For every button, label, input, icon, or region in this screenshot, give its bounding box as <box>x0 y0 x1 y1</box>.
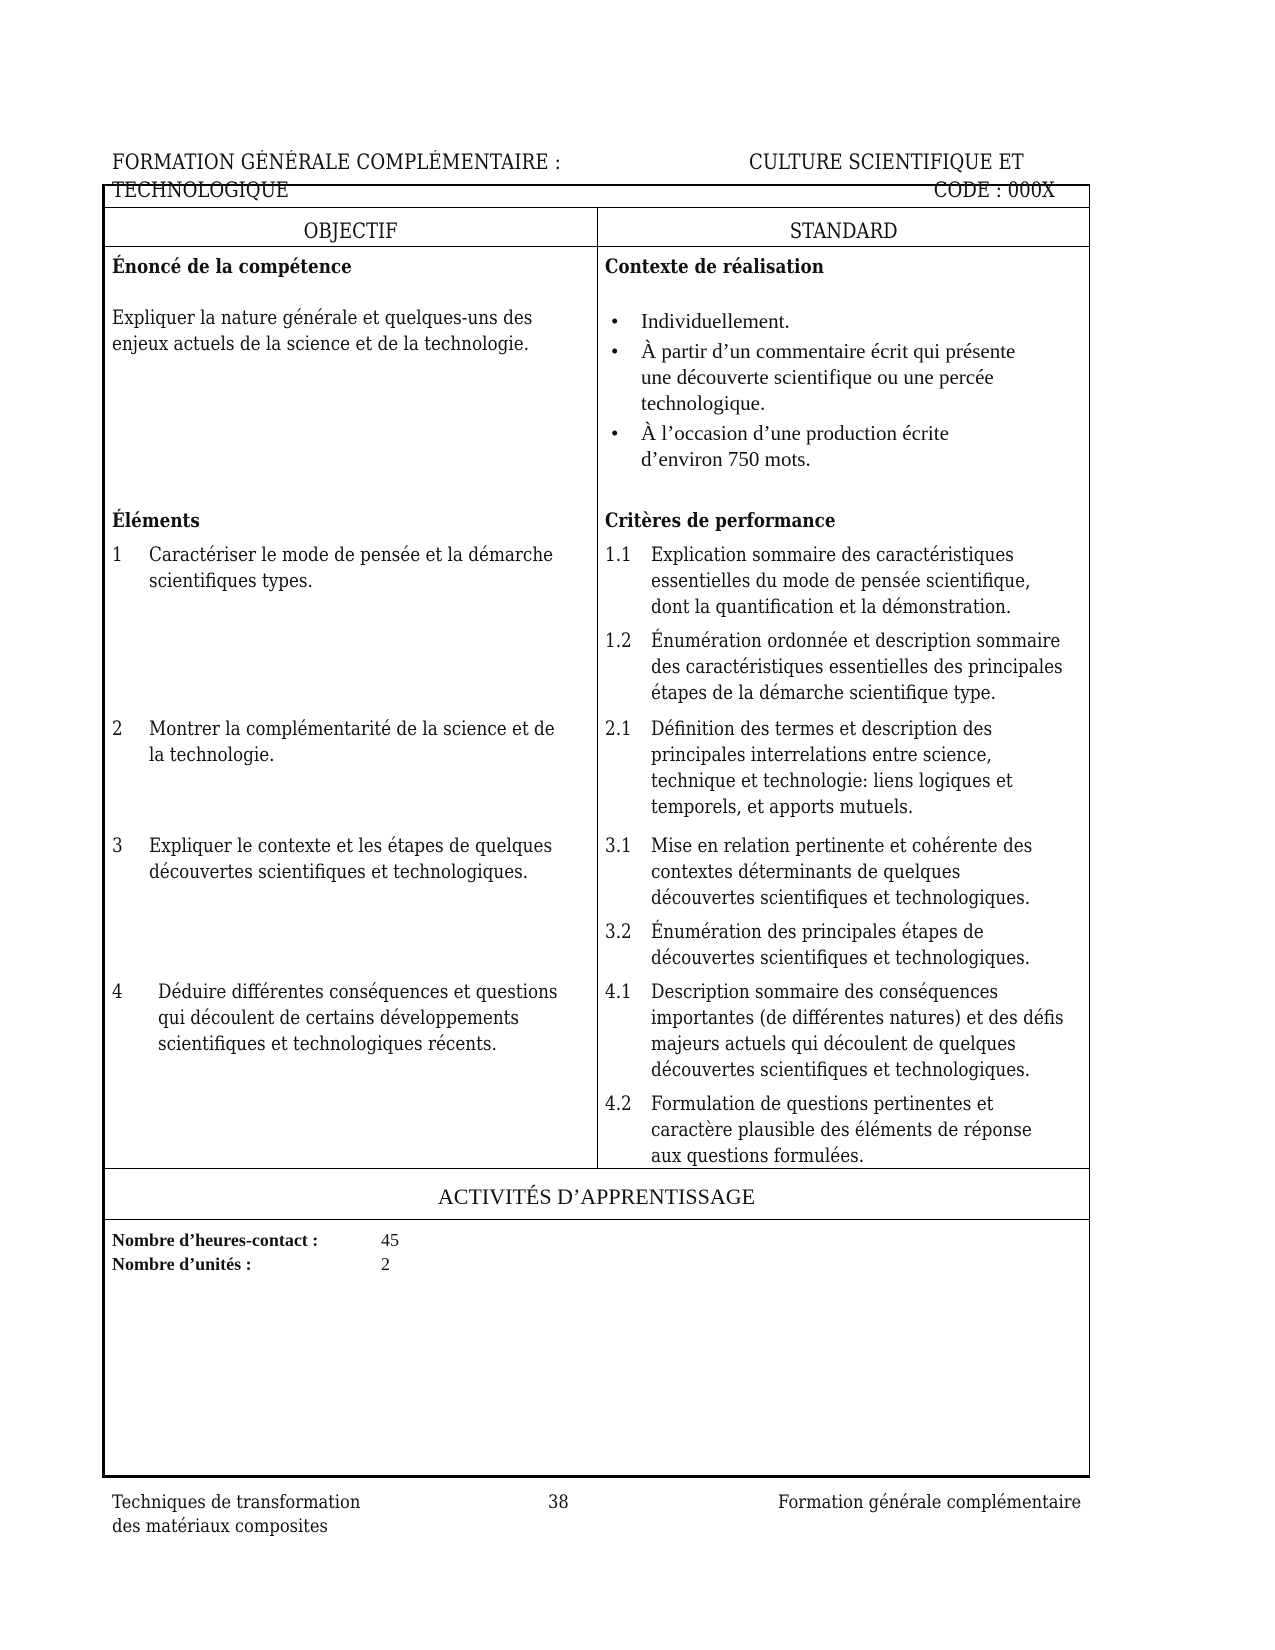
course-code: CODE : 000X <box>933 178 1055 202</box>
column-header-standard: STANDARD <box>790 219 898 243</box>
enonce-heading: Énoncé de la compétence <box>112 254 352 278</box>
unites-value: 2 <box>381 1254 390 1274</box>
contexte-item: • Individuellement. <box>611 309 790 333</box>
element-item-1: 1 Caractériser le mode de pensée et la démarche scientifiques types. <box>112 542 554 592</box>
element-item-3: 3 Expliquer le contexte et les étapes de quelques découvertes scientifiques et technologiques. <box>112 833 553 883</box>
critere-item-4-1: 4.1 Description sommaire des conséquences importantes (de différentes natures) et des défis majeurs actuels qui découlent de quelques découvertes scientifiques et technologiques. <box>605 979 1064 1081</box>
critere-item-1-2: 1.2 Énumération ordonnée et description sommaire des caractéristiques essentielles des principales étapes de la démarche scientifique type. <box>605 628 1063 704</box>
column-header-objectif: OBJECTIF <box>303 219 398 243</box>
element-item-4: 4 Déduire différentes conséquences et questions qui découlent de certains développements scientifiques et technologiques récents. <box>112 979 558 1055</box>
criteres-heading: Critères de performance <box>605 508 836 532</box>
critere-item-2-1: 2.1 Définition des termes et description des principales interrelations entre science, technique et technologie: liens logiques et temporels, et apports mutuels. <box>605 716 1013 818</box>
element-item-2: 2 Montrer la complémentarité de la science et de la technologie. <box>112 716 555 766</box>
header-title-continuation: TECHNOLOGIQUE <box>112 178 289 202</box>
bullet-icon: • <box>611 339 619 363</box>
bullet-icon: • <box>611 309 619 333</box>
critere-item-3-2: 3.2 Énumération des principales étapes de découvertes scientifiques et technologiques. <box>605 919 1031 969</box>
contexte-list <box>605 308 1015 472</box>
critere-item-4-2: 4.2 Formulation de questions pertinentes et caractère plausible des éléments de réponse aux questions formulées. <box>605 1091 1032 1167</box>
contexte-item: • À partir d’un commentaire écrit qui présente une découverte scientifique ou une percée technologique. <box>611 339 1016 415</box>
critere-item-1-1: 1.1 Explication sommaire des caractéristiques essentielles du mode de pensée scientifique, dont la quantification et la démonstration. <box>605 542 1031 618</box>
heures-value: 45 <box>381 1230 399 1250</box>
bullet-icon: • <box>611 421 619 445</box>
header-title-left: FORMATION GÉNÉRALE COMPLÉMENTAIRE : <box>112 150 561 174</box>
header-title-right: CULTURE SCIENTIFIQUE ET <box>749 150 1024 174</box>
page-number: 38 <box>548 1491 569 1513</box>
footer-section: Formation générale complémentaire <box>778 1491 1082 1513</box>
footer-program: Techniques de transformation des matériaux composites <box>112 1491 361 1537</box>
enonce-text: Expliquer la nature générale et quelques-uns des enjeux actuels de la science et de la technologie. <box>112 305 533 355</box>
divider <box>104 1168 1089 1169</box>
critere-item-3-1: 3.1 Mise en relation pertinente et cohérente des contextes déterminants de quelques découvertes scientifiques et technologiques. <box>605 833 1033 909</box>
heures-label: Nombre d’heures-contact : <box>112 1230 319 1250</box>
contexte-item: • À l’occasion d’une production écrite d’environ 750 mots. <box>611 421 949 471</box>
unites-label: Nombre d’unités : <box>112 1254 252 1274</box>
contexte-heading: Contexte de réalisation <box>605 254 824 278</box>
activites-title: ACTIVITÉS D’APPRENTISSAGE <box>437 1184 756 1209</box>
divider <box>104 1219 1089 1220</box>
elements-heading: Éléments <box>112 508 200 532</box>
